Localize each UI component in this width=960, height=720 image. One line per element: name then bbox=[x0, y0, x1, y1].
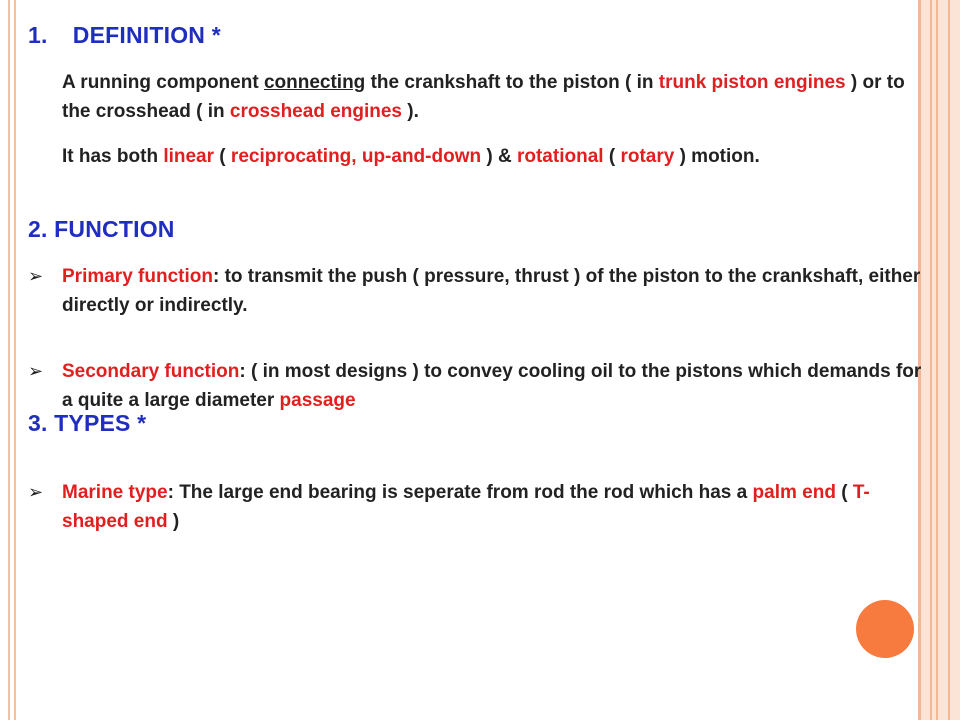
frame-line-right-3 bbox=[936, 0, 938, 720]
arrowhead-bullet-icon: ➢ bbox=[28, 266, 44, 286]
function-bullet-secondary bbox=[62, 357, 928, 415]
function-bullet-primary bbox=[62, 262, 928, 320]
text-run: It has both bbox=[62, 146, 164, 167]
highlight-term: Marine type bbox=[62, 482, 168, 503]
frame-line-left-inner bbox=[14, 0, 16, 720]
text-run: : The large end bearing is seperate from rod the rod which has a bbox=[167, 482, 753, 503]
underlined-term: connecting bbox=[263, 72, 366, 93]
highlight-term: Primary function bbox=[62, 266, 213, 287]
section-title: DEFINITION * bbox=[72, 22, 221, 48]
section-heading-function: 2. FUNCTION bbox=[28, 216, 175, 242]
highlight-term: linear bbox=[163, 146, 215, 167]
highlight-term: T-shaped end bbox=[62, 482, 870, 532]
text-run: ). bbox=[402, 101, 419, 122]
text-run: the crankshaft to the piston ( in bbox=[365, 72, 659, 93]
highlight-term: reciprocating, up-and-down bbox=[230, 146, 482, 167]
types-bullet-marine bbox=[62, 478, 928, 536]
highlight-term: rotational bbox=[516, 146, 604, 167]
arrowhead-bullet-icon: ➢ bbox=[28, 482, 44, 502]
decorative-orange-circle bbox=[856, 600, 914, 658]
section-heading-definition bbox=[28, 22, 221, 49]
text-run: ( bbox=[603, 146, 621, 167]
text-run: ) bbox=[167, 511, 180, 532]
text-run: : to transmit the push ( pressure, thrust ) of the piston to the crankshaft, either directly or indirectly. bbox=[62, 266, 921, 316]
section-heading-types: 3. TYPES * bbox=[28, 410, 147, 436]
definition-paragraph-2 bbox=[62, 142, 928, 171]
frame-line-left-outer bbox=[8, 0, 10, 720]
text-run: ( bbox=[214, 146, 231, 167]
text-run: A running component bbox=[62, 72, 264, 93]
definition-paragraph-1 bbox=[62, 68, 928, 126]
highlight-term: crosshead engines bbox=[229, 101, 402, 122]
highlight-term: trunk piston engines bbox=[658, 72, 846, 93]
text-run: ) or to the crosshead ( in bbox=[62, 72, 905, 122]
text-run: ) & bbox=[481, 146, 517, 167]
text-run: : ( in most designs ) to convey cooling oil to the pistons which demands for a quite a large diameter bbox=[62, 361, 922, 411]
highlight-term: passage bbox=[279, 390, 356, 411]
section-number: 1. bbox=[28, 22, 48, 48]
text-run: ) motion. bbox=[674, 146, 760, 167]
arrowhead-bullet-icon: ➢ bbox=[28, 361, 44, 381]
text-run: ( bbox=[835, 482, 853, 503]
frame-line-right-4 bbox=[948, 0, 950, 720]
highlight-term: palm end bbox=[752, 482, 836, 503]
highlight-term: Secondary function bbox=[62, 361, 240, 382]
highlight-term: rotary bbox=[620, 146, 675, 167]
frame-line-right-2 bbox=[930, 0, 932, 720]
